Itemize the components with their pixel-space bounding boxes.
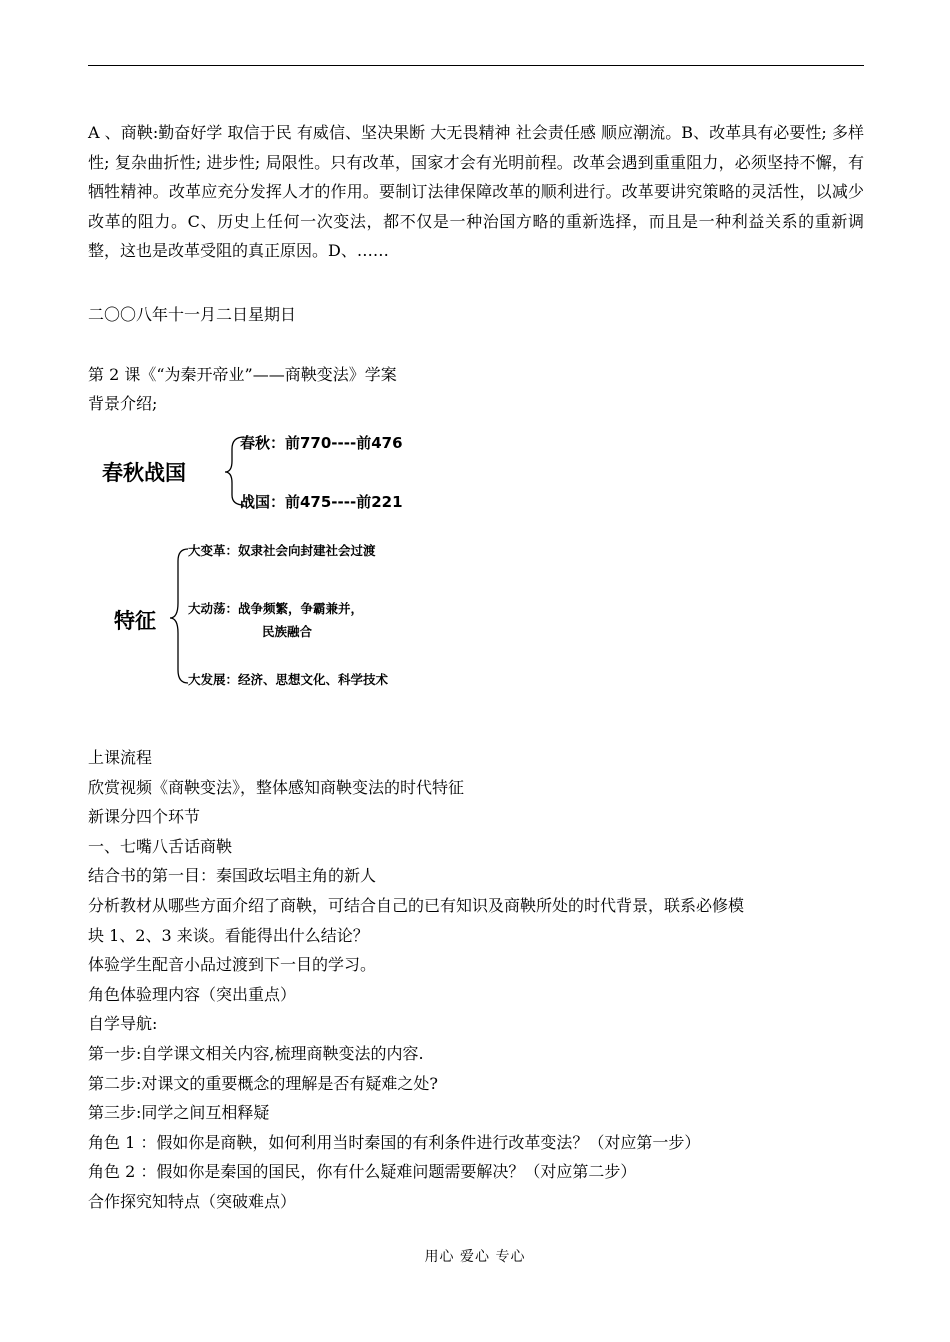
flow-line: 块 1、2、3 来谈。看能得出什么结论？ — [88, 925, 369, 945]
flow-line: 结合书的第一目：秦国政坛唱主角的新人 — [88, 866, 377, 886]
flow-line: 分析教材从哪些方面介绍了商鞅，可结合自己的已有知识及商鞅所处的时代背景，联系必修模 — [88, 895, 745, 915]
class-flow — [88, 743, 868, 1217]
features-title: 特征 — [114, 609, 156, 633]
flow-line: 欣赏视频《商鞅变法》，整体感知商鞅变法的时代特征 — [88, 777, 465, 797]
intro-paragraph: A 、商鞅:勤奋好学 取信于民 有威信、坚决果断 大无畏精神 社会责任感 顺应潮流。B、改革具有必要性; 多样性; 复杂曲折性; 进步性; 局限性。只有改革，国家才会有光明前程。改革会遇到重重阻力，必须坚持不懈，有牺牲精神。改革应充分发挥人才的作用。要制订法律保障改革的顺利进行。改革要讲究策略的灵活性，以减少改革的阻力。C、历史上任何一次变法，都不仅是一种治国方略的重新选择，而且是一种利益关系的重新调整，这也是改革受阻的真正原因。D、…… — [88, 123, 864, 261]
flow-line: 角色体验理内容（突出重点） — [88, 984, 297, 1004]
flow-line: 第一步:自学课文相关内容,梳理商鞅变法的内容. — [88, 1043, 424, 1063]
flow-line: 合作探究知特点（突破难点） — [88, 1191, 297, 1211]
background-label: 背景介绍; — [88, 394, 158, 413]
spring-autumn-range: 春秋：前770----前476 — [240, 434, 403, 452]
flow-line: 上课流程 — [88, 748, 153, 767]
lesson-title: 第 2 课《“为秦开帝业”——商鞅变法》学案 — [88, 365, 397, 384]
feature-great-development: 大发展：经济、思想文化、科学技术 — [188, 672, 389, 687]
feature-great-change: 大变革：奴隶社会向封建社会过渡 — [188, 543, 376, 558]
flow-line: 一、七嘴八舌话商鞅 — [88, 836, 233, 856]
flow-line: 第三步:同学之间互相释疑 — [88, 1103, 270, 1123]
feature-great-turmoil-cont: 民族融合 — [262, 624, 313, 639]
feature-great-turmoil: 大动荡：战争频繁，争霸兼并， — [188, 601, 364, 616]
flow-line: 体验学生配音小品过渡到下一目的学习。 — [88, 955, 377, 975]
flow-line: 自学导航: — [88, 1014, 158, 1034]
background-diagram — [88, 425, 508, 700]
date-line: 二〇〇八年十一月二日星期日 — [88, 305, 297, 324]
flow-line: 第二步:对课文的重要概念的理解是否有疑难之处? — [88, 1073, 438, 1093]
flow-line: 角色 1 ：假如你是商鞅，如何利用当时秦国的有利条件进行改革变法？（对应第一步） — [88, 1132, 701, 1152]
header-rule — [88, 65, 864, 66]
features-brace — [170, 549, 188, 683]
flow-line: 新课分四个环节 — [88, 807, 201, 827]
page-footer: 用心 爱心 专心 — [424, 1249, 526, 1265]
flow-line: 角色 2 ：假如你是秦国的国民，你有什么疑难问题需要解决？（对应第二步） — [88, 1162, 637, 1182]
warring-states-range: 战国：前475----前221 — [240, 493, 403, 511]
period-title: 春秋战国 — [102, 461, 186, 485]
